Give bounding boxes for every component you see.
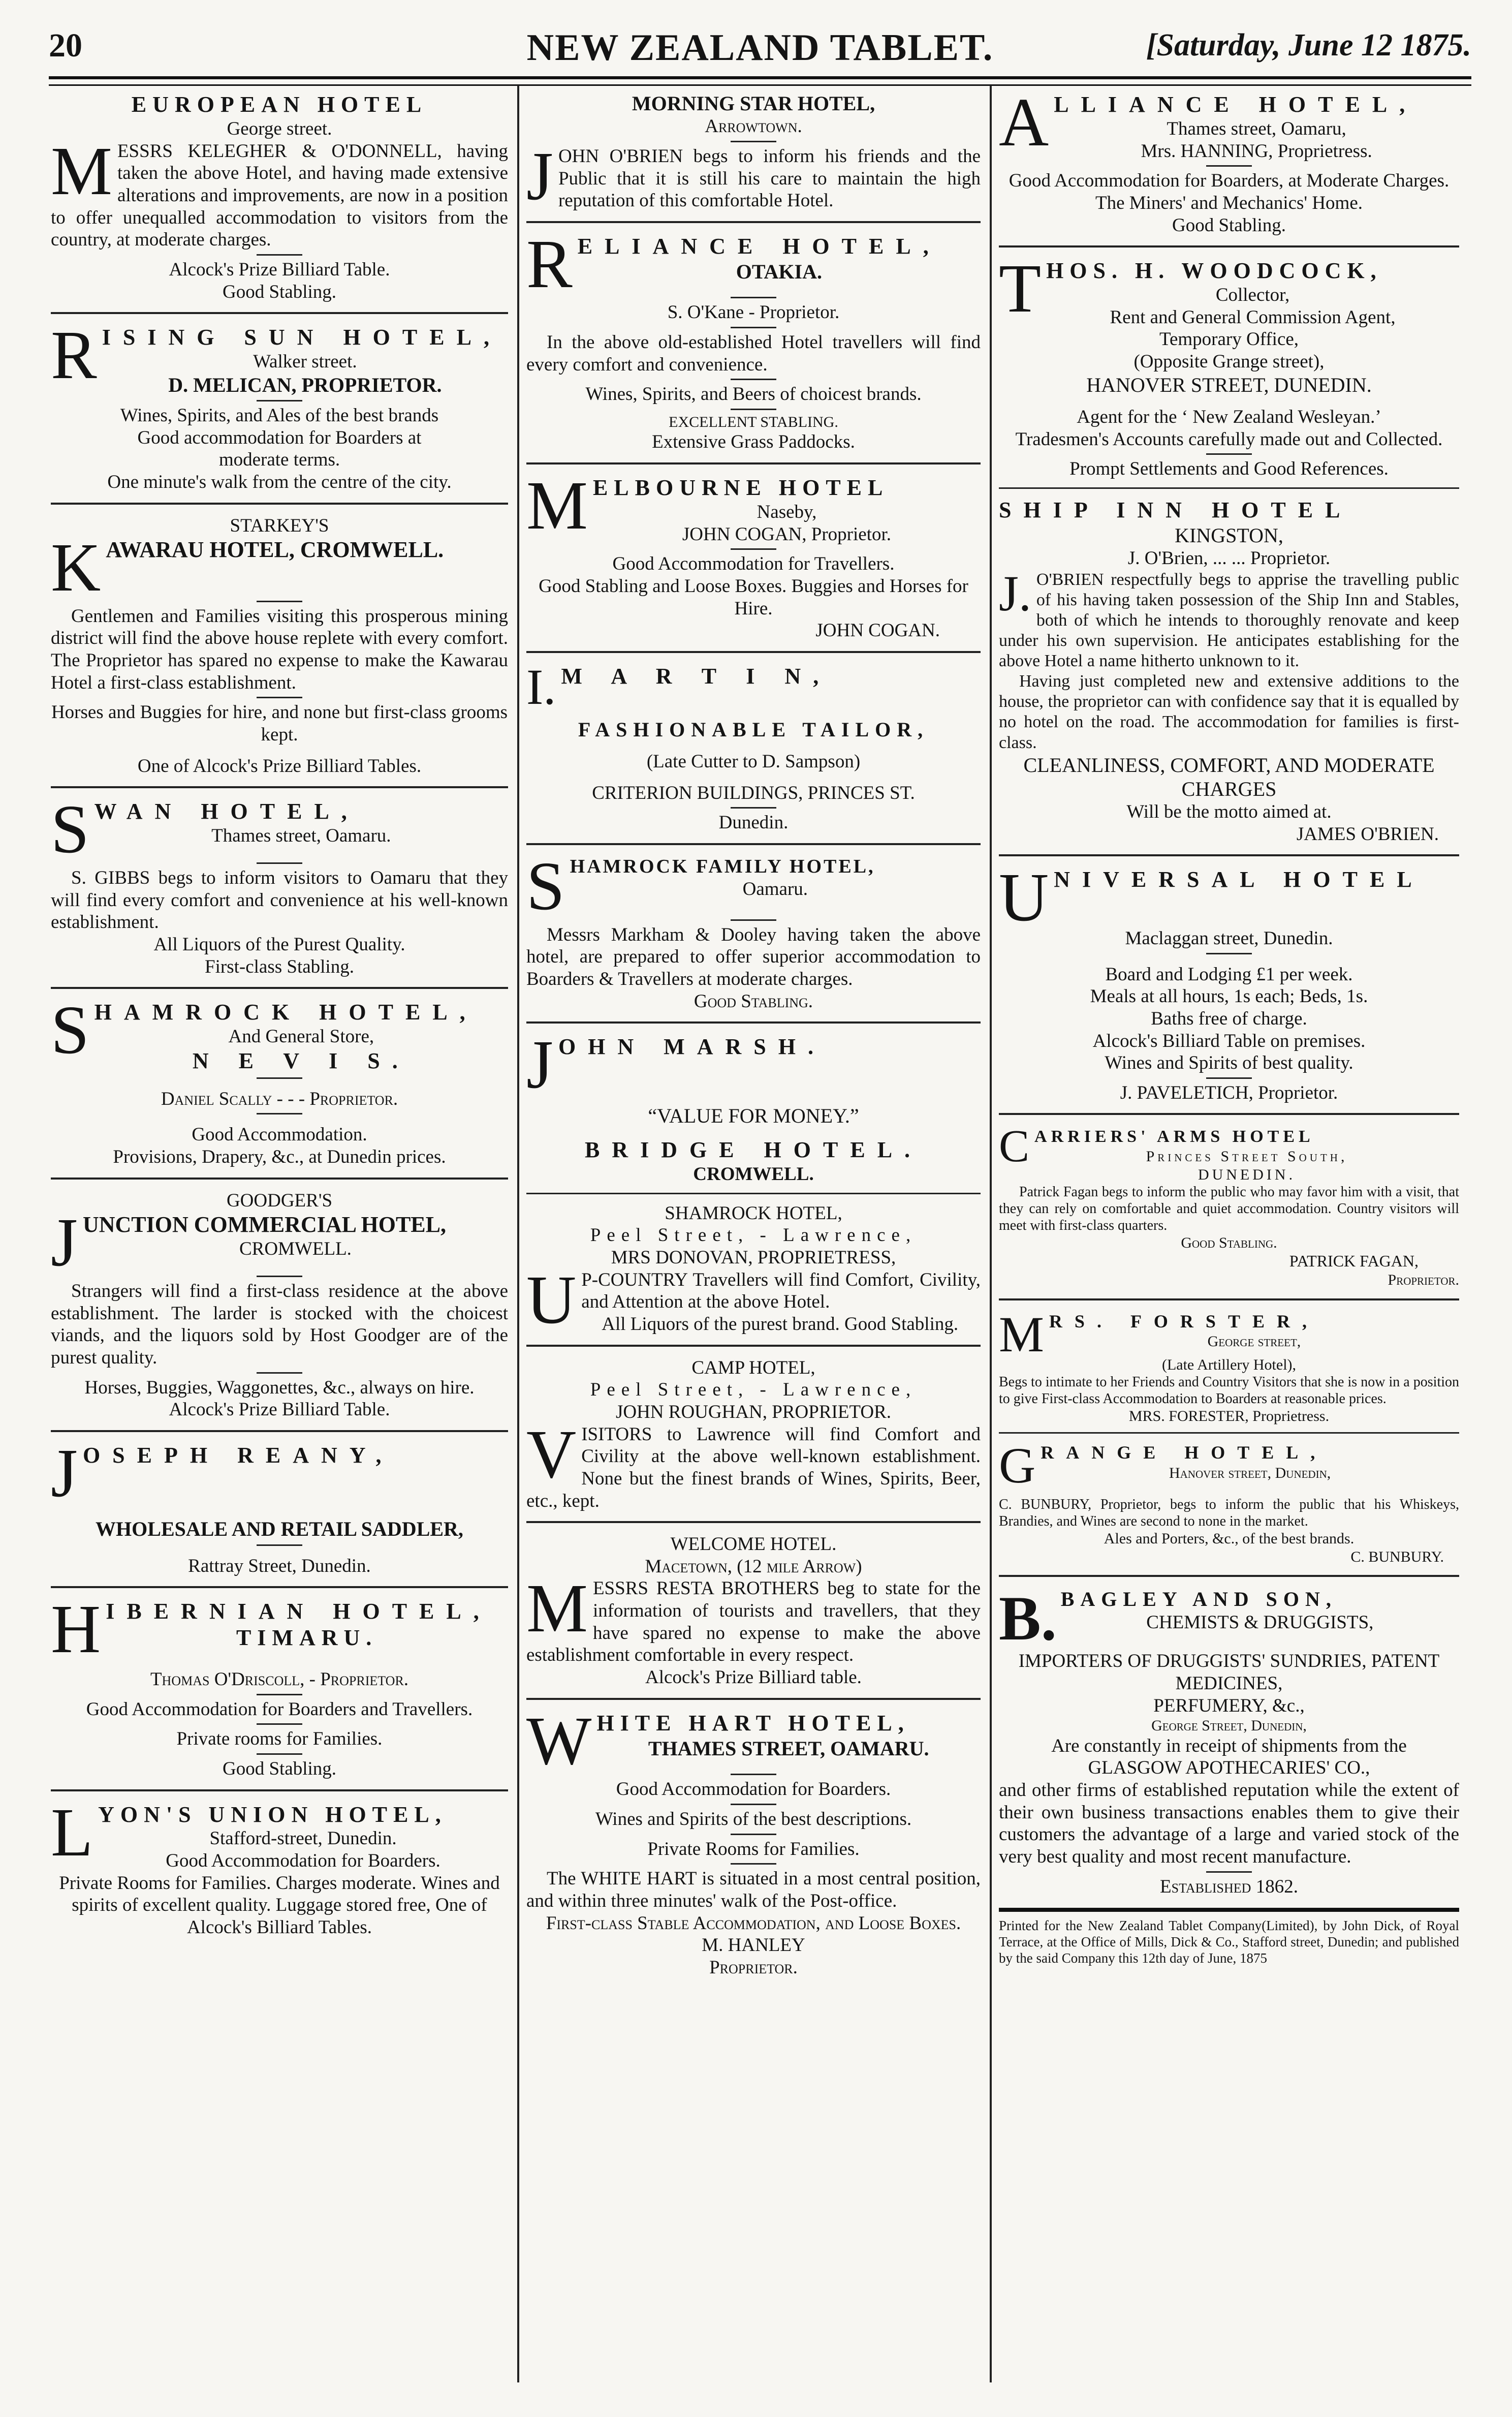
ad-line: Collector, bbox=[1215, 285, 1290, 306]
drop-cap: U bbox=[526, 1261, 577, 1338]
ad-separator bbox=[51, 786, 508, 788]
short-rule bbox=[257, 1694, 302, 1695]
ad-separator bbox=[526, 651, 981, 653]
ad-line: Temporary Office, bbox=[1159, 329, 1299, 350]
ad-line: Meals at all hours, 1s each; Beds, 1s. bbox=[1090, 986, 1368, 1007]
ad-separator bbox=[526, 1345, 981, 1347]
ad-address: Rattray Street, Dunedin. bbox=[188, 1555, 371, 1576]
ad-body: ISITORS to Lawrence will find Comfort and Civility at the above well-known establishment. None but the finest brands of Wines, Spirits, Beer, etc., kept. bbox=[526, 1423, 981, 1511]
ad-line: Good Stabling. bbox=[222, 281, 337, 302]
drop-cap: M bbox=[999, 1306, 1044, 1362]
ad-shamrock-lawrence bbox=[526, 1202, 981, 1336]
drop-cap: S bbox=[51, 791, 89, 868]
ad-title: HITE HART HOTEL, bbox=[596, 1710, 910, 1736]
ad-separator bbox=[526, 1021, 981, 1024]
short-rule bbox=[731, 1834, 776, 1835]
ad-line: Provisions, Drapery, &c., at Dunedin prices. bbox=[113, 1146, 446, 1168]
ad-place: CROMWELL. bbox=[693, 1163, 814, 1185]
ad-separator bbox=[51, 1177, 508, 1180]
ad-signature: C. BUNBURY. bbox=[1350, 1548, 1444, 1565]
short-rule bbox=[731, 807, 776, 809]
drop-cap: S bbox=[526, 848, 565, 925]
ad-line: Baths free of charge. bbox=[1151, 1008, 1307, 1029]
ad-title: ELBOURNE HOTEL bbox=[592, 475, 889, 501]
ad-separator bbox=[999, 1432, 1459, 1434]
short-rule bbox=[257, 1113, 302, 1114]
drop-cap: W bbox=[526, 1702, 592, 1779]
ad-body: ESSRS RESTA BROTHERS beg to state for the information of tourists and travellers, that they have spared no expense to make the above establishment comfortable in every respect. bbox=[526, 1578, 981, 1666]
ad-line: Good Accommodation. bbox=[192, 1124, 367, 1145]
ad-john-marsh bbox=[526, 1027, 981, 1185]
ad-title: WELCOME HOTEL. bbox=[670, 1534, 837, 1555]
ad-city: DUNEDIN. bbox=[1198, 1166, 1296, 1183]
ad-title: OSEPH REANY, bbox=[82, 1442, 394, 1468]
ad-alliance-hotel bbox=[999, 91, 1459, 236]
ad-line: Are constantly in receipt of shipments from the bbox=[1051, 1735, 1407, 1756]
ad-proprietor: Thomas O'Driscoll, - Proprietor. bbox=[150, 1668, 409, 1690]
ad-line: One minute's walk from the centre of the city. bbox=[107, 471, 452, 492]
ad-body: and other firms of established reputation while the extent of their own business transactions enables them to give their customers the advantage of a large and varied stock of the very best quality and most recent manufacture. bbox=[999, 1779, 1459, 1867]
ad-established: Established 1862. bbox=[1160, 1876, 1298, 1897]
ad-carriers-arms-hotel bbox=[999, 1121, 1459, 1289]
drop-cap: T bbox=[999, 251, 1042, 327]
ad-line: Good Accommodation for Boarders. bbox=[616, 1779, 891, 1800]
short-rule bbox=[257, 862, 302, 864]
short-rule bbox=[257, 254, 302, 256]
drop-cap: J bbox=[51, 1204, 78, 1281]
ad-title: UNCTION COMMERCIAL HOTEL, bbox=[82, 1212, 447, 1237]
ad-motto: “VALUE FOR MONEY.” bbox=[648, 1104, 859, 1127]
ad-proprietor: JOHN COGAN, Proprietor. bbox=[682, 523, 892, 545]
short-rule bbox=[731, 1804, 776, 1805]
short-rule bbox=[731, 379, 776, 380]
ad-line: Board and Lodging £1 per week. bbox=[1105, 964, 1353, 985]
ad-universal-hotel bbox=[999, 859, 1459, 1104]
ad-line: Alcock's Prize Billiard Table. bbox=[169, 1399, 390, 1420]
ad-separator bbox=[51, 312, 508, 314]
short-rule bbox=[731, 327, 776, 328]
short-rule bbox=[1206, 953, 1252, 954]
printer-imprint: Printed for the New Zealand Tablet Company(Limited), by John Dick, of Royal Terrace, at the Office of Mills, Dick & Co., Stafford street, Dunedin; and published by the said Company this 12th day of June, 1875 bbox=[999, 1918, 1459, 1966]
ad-proprietor: Mrs. HANNING, Proprietress. bbox=[1141, 140, 1372, 162]
ad-title: EUROPEAN HOTEL bbox=[131, 92, 428, 117]
ad-reliance-hotel bbox=[526, 226, 981, 453]
ad-joseph-reany bbox=[51, 1435, 508, 1577]
ad-body: ESSRS KELEGHER & O'DONNELL, having taken the above Hotel, and having made extensive alterations and improvements, are now in a position to offer unequalled accommodation to visitors from the country, at moderate charges. bbox=[51, 140, 508, 251]
ad-place: Macetown, (12 mile Arrow) bbox=[645, 1556, 862, 1577]
ad-street: George street, bbox=[1207, 1333, 1301, 1350]
ad-line: Alcock's Billiard Table on premises. bbox=[1092, 1030, 1366, 1051]
ad-line: Private Rooms for Families. Charges moderate. Wines and spirits of excellent quality. Luggage stored free, One of Alcock's Billiard Tables. bbox=[59, 1872, 500, 1938]
ad-title: RS. FORSTER, bbox=[1049, 1311, 1319, 1331]
column-divider bbox=[517, 85, 519, 2382]
ad-title: HAMROCK FAMILY HOTEL, bbox=[570, 856, 875, 878]
ad-line: PERFUMERY, &c., bbox=[1153, 1695, 1305, 1716]
ad-proprietor: JOHN ROUGHAN, PROPRIETOR. bbox=[615, 1401, 892, 1422]
ad-line: IMPORTERS OF DRUGGISTS' SUNDRIES, PATENT MEDICINES, bbox=[1018, 1651, 1440, 1694]
ad-street: Stafford-street, Dunedin. bbox=[209, 1828, 397, 1849]
short-rule bbox=[1206, 165, 1252, 167]
ad-separator bbox=[999, 487, 1459, 489]
ad-line: One of Alcock's Prize Billiard Tables. bbox=[137, 755, 422, 777]
short-rule bbox=[257, 601, 302, 602]
short-rule bbox=[1206, 1871, 1252, 1873]
ad-separator bbox=[51, 1586, 508, 1588]
ad-line: Good Accommodation for Boarders and Travellers. bbox=[86, 1698, 473, 1720]
ad-title: LLIANCE HOTEL, bbox=[1054, 92, 1418, 117]
ad-title: ELIANCE HOTEL, bbox=[577, 233, 941, 259]
ad-separator bbox=[999, 1575, 1459, 1577]
ad-street: Thames street, Oamaru, bbox=[1167, 118, 1346, 139]
ad-title: HAMROCK HOTEL, bbox=[94, 1000, 478, 1025]
ad-proprietor: Daniel Scally - - - Proprietor. bbox=[161, 1088, 398, 1109]
ad-trade: WHOLESALE AND RETAIL SADDLER, bbox=[96, 1517, 463, 1541]
drop-cap: M bbox=[526, 468, 588, 544]
ad-place: Oamaru. bbox=[742, 878, 808, 900]
ad-european-hotel bbox=[51, 91, 508, 303]
ad-body: P-COUNTRY Travellers will find Comfort, Civility, and Attention at the above Hotel. bbox=[581, 1269, 981, 1313]
drop-cap: R bbox=[526, 226, 573, 302]
ad-line: Ales and Porters, &c., of the best brands. bbox=[1104, 1530, 1354, 1547]
ad-body: Begs to intimate to her Friends and Country Visitors that she is now in a position to give First-class Accommodation to Boarders at reasonable prices. bbox=[999, 1374, 1459, 1407]
drop-cap: U bbox=[999, 859, 1049, 936]
ad-separator bbox=[51, 503, 508, 505]
ad-line: The Miners' and Mechanics' Home. bbox=[1095, 192, 1363, 213]
drop-cap: L bbox=[51, 1794, 93, 1871]
ad-line: (Late Artillery Hotel), bbox=[1161, 1356, 1297, 1373]
drop-cap: M bbox=[51, 133, 112, 209]
ad-proprietor: J. O'Brien, ... ... Proprietor. bbox=[1127, 547, 1331, 569]
ad-place: N E V I S. bbox=[192, 1048, 410, 1073]
column-3 bbox=[999, 91, 1459, 2409]
ad-woodcock-agent bbox=[999, 251, 1459, 480]
ad-rising-sun-hotel bbox=[51, 317, 508, 493]
short-rule bbox=[257, 1723, 302, 1725]
ad-body: S. GIBBS begs to inform visitors to Oamaru that they will find every comfort and convenience at his well-known establishment. bbox=[51, 867, 508, 933]
ad-line: Alcock's Prize Billiard table. bbox=[645, 1667, 862, 1688]
ad-separator bbox=[526, 221, 981, 223]
drop-cap: A bbox=[999, 91, 1049, 161]
ad-white-hart-hotel bbox=[526, 1702, 981, 1979]
column-1 bbox=[51, 91, 508, 2409]
ad-title: NIVERSAL HOTEL bbox=[1054, 867, 1424, 892]
ad-separator bbox=[526, 1193, 981, 1194]
short-rule bbox=[1206, 453, 1252, 455]
ad-line: All Liquors of the purest brand. Good Stabling. bbox=[602, 1313, 959, 1335]
ad-body: C. BUNBURY, Proprietor, begs to inform the public that his Whiskeys, Brandies, and Wines are second to none in the market. bbox=[999, 1497, 1459, 1530]
short-rule bbox=[257, 1544, 302, 1546]
ad-pretitle: GOODGER'S bbox=[226, 1190, 333, 1211]
ad-line: Alcock's Prize Billiard Table. bbox=[169, 259, 390, 280]
ad-line: Agent for the ‘ New Zealand Wesleyan.’ bbox=[1077, 406, 1381, 427]
ad-line: All Liquors of the Purest Quality. bbox=[153, 934, 405, 955]
ad-street: Peel Street, - Lawrence, bbox=[590, 1379, 917, 1401]
ad-title: AWARAU HOTEL, CROMWELL. bbox=[106, 537, 444, 563]
short-rule bbox=[731, 1774, 776, 1775]
ad-separator bbox=[999, 245, 1459, 247]
drop-cap: J bbox=[526, 138, 553, 214]
ad-body: Patrick Fagan begs to inform the public who may favor him with a visit, that they can rely on comfortable and quiet accommodation. Country visitors will meet with first-class quarters. bbox=[999, 1184, 1459, 1233]
drop-cap: B. bbox=[999, 1584, 1057, 1654]
short-rule bbox=[257, 1276, 302, 1277]
ad-signature: PATRICK FAGAN, bbox=[1289, 1252, 1419, 1271]
ad-city: Dunedin. bbox=[718, 812, 789, 833]
drop-cap: R bbox=[51, 317, 97, 394]
ad-pretitle: STARKEY'S bbox=[230, 515, 329, 536]
ad-bagley-chemists bbox=[999, 1584, 1459, 1898]
ad-melbourne-hotel bbox=[526, 468, 981, 642]
ad-lyons-union-hotel bbox=[51, 1794, 508, 1939]
ad-proprietor: Proprietor. bbox=[1388, 1272, 1459, 1289]
drop-cap: J. bbox=[999, 565, 1031, 622]
ad-proprietor: Proprietor. bbox=[709, 1957, 798, 1978]
drop-cap: J bbox=[526, 1027, 553, 1103]
ad-line: Good Accommodation for Boarders. bbox=[166, 1850, 440, 1872]
short-rule bbox=[731, 141, 776, 142]
ad-separator bbox=[51, 987, 508, 989]
ad-line: Good accommodation for Boarders at bbox=[137, 427, 422, 448]
ad-proprietor: D. MELICAN, PROPRIETOR. bbox=[168, 373, 442, 396]
column-2 bbox=[526, 91, 981, 2409]
drop-cap: C bbox=[999, 1121, 1030, 1172]
ad-title: CAMP HOTEL, bbox=[691, 1357, 815, 1378]
ad-line: Wines and Spirits of best quality. bbox=[1105, 1052, 1353, 1074]
ad-title: M A R T I N, bbox=[561, 663, 831, 689]
short-rule bbox=[731, 548, 776, 550]
ad-body: O'BRIEN respectfully begs to apprise the travelling public of his having taken possession of the Ship Inn and Stables, both of which he intends to thoroughly renovate and keep under his own supervision. He anticipates establishing for the above Hotel a name hitherto unknown to it. bbox=[999, 570, 1459, 671]
ad-grange-hotel bbox=[999, 1437, 1459, 1566]
ad-line: Private rooms for Families. bbox=[176, 1728, 383, 1750]
ad-body: Gentlemen and Families visiting this prosperous mining district will find the above house replete with every comfort. The Proprietor has spared no expense to make the Kawarau Hotel a first-class establishment. bbox=[51, 605, 508, 693]
ad-place: OTAKIA. bbox=[736, 260, 822, 283]
ad-place: TIMARU. bbox=[236, 1625, 378, 1651]
ad-address: Princes Street South, bbox=[1146, 1148, 1348, 1165]
ad-place: KINGSTON, bbox=[1175, 523, 1283, 547]
ad-signature: M. HANLEY bbox=[702, 1935, 805, 1956]
page-number: 20 bbox=[49, 27, 82, 64]
ad-body: Strangers will find a first-class residence at the above establishment. The larder is stocked with the choicest viands, and the liquors sold by Host Goodger are of the purest quality. bbox=[51, 1280, 508, 1368]
ad-subtitle: And General Store, bbox=[228, 1026, 374, 1047]
ad-line: GLASGOW APOTHECARIES' CO., bbox=[1088, 1757, 1370, 1779]
short-rule bbox=[731, 1863, 776, 1865]
ad-body: Having just completed new and extensive additions to the house, the proprietor can with confidence say that it is equalled by no hotel on the road. The accommodation for families is first-class. bbox=[999, 672, 1459, 752]
newspaper-title: NEW ZEALAND TABLET. bbox=[526, 27, 994, 69]
ad-line: Wines and Spirits of the best descriptions. bbox=[595, 1809, 912, 1830]
ad-title: HOS. H. WOODCOCK, bbox=[1046, 258, 1382, 284]
ad-swan-hotel bbox=[51, 791, 508, 978]
ad-line: Good Accommodation for Travellers. bbox=[612, 553, 895, 575]
ad-line: Good Accommodation for Boarders, at Moderate Charges. bbox=[1009, 170, 1450, 192]
ad-street: Thames street, Oamaru. bbox=[211, 825, 391, 847]
ad-kawarau-hotel bbox=[51, 515, 508, 778]
drop-cap: V bbox=[526, 1416, 577, 1493]
ad-signature: MRS. FORESTER, Proprietress. bbox=[1128, 1408, 1330, 1424]
ad-line: Good Stabling. bbox=[222, 1758, 337, 1779]
ad-place: Naseby, bbox=[757, 501, 817, 522]
ad-street: Walker street. bbox=[253, 351, 357, 373]
ad-address: CRITERION BUILDINGS, PRINCES ST. bbox=[592, 782, 915, 803]
ad-line: Tradesmen's Accounts carefully made out and Collected. bbox=[1015, 428, 1443, 450]
ad-title: IBERNIAN HOTEL, bbox=[106, 1599, 491, 1624]
ad-title: ISING SUN HOTEL, bbox=[102, 325, 501, 350]
ad-shamrock-nevis bbox=[51, 992, 508, 1168]
short-rule bbox=[731, 409, 776, 410]
ad-line: First-class Stabling. bbox=[205, 956, 354, 977]
issue-date: [Saturday, June 12 1875. bbox=[1146, 28, 1471, 63]
short-rule bbox=[257, 697, 302, 698]
ad-body: OHN O'BRIEN begs to inform his friends and the Public that it is still his care to maintain the high reputation of this comfortable Hotel. bbox=[558, 145, 981, 211]
ad-line: Prompt Settlements and Good References. bbox=[1069, 458, 1389, 480]
ad-mrs-forster bbox=[999, 1306, 1459, 1426]
ad-street: Hanover street, Dunedin, bbox=[1169, 1465, 1331, 1482]
ad-address: THAMES STREET, OAMARU. bbox=[648, 1737, 929, 1760]
ad-address: Maclaggan street, Dunedin. bbox=[1125, 927, 1333, 949]
short-rule bbox=[257, 1077, 302, 1079]
ad-title: OHN MARSH. bbox=[558, 1034, 826, 1060]
ad-line: Good Stabling. bbox=[1172, 214, 1286, 236]
ad-line: Good Stabling and Loose Boxes. Buggies and Horses for Hire. bbox=[539, 575, 968, 619]
drop-cap: J bbox=[51, 1435, 78, 1511]
ad-motto: CLEANLINESS, COMFORT, AND MODERATE CHARGES bbox=[1023, 753, 1435, 800]
ad-line: CHEMISTS & DRUGGISTS, bbox=[1146, 1612, 1374, 1633]
ad-separator bbox=[999, 1113, 1459, 1115]
short-rule bbox=[257, 1753, 302, 1755]
ad-signature: JAMES O'BRIEN. bbox=[1296, 823, 1439, 845]
ad-separator bbox=[51, 1789, 508, 1791]
ad-line: Wines, Spirits, and Beers of choicest brands. bbox=[585, 384, 922, 405]
ad-line: Good Stabling. bbox=[694, 990, 813, 1012]
ad-separator bbox=[526, 462, 981, 464]
ad-body: The WHITE HART is situated in a most central position, and within three minutes' walk of the Post-office. bbox=[526, 1868, 981, 1911]
short-rule bbox=[1206, 1077, 1252, 1079]
ad-line: Wines, Spirits, and Ales of the best brands bbox=[120, 405, 439, 426]
ad-title: SHAMROCK HOTEL, bbox=[665, 1202, 842, 1224]
ad-line: Rent and General Commission Agent, bbox=[1110, 306, 1396, 328]
ad-title: YON'S UNION HOTEL, bbox=[98, 1802, 447, 1827]
footer-rule bbox=[999, 1908, 1459, 1912]
ad-body: In the above old-established Hotel travellers will find every comfort and convenience. bbox=[526, 332, 981, 375]
ad-body: Messrs Markham & Dooley having taken the above hotel, are prepared to offer superior accommodation to Boarders & Travellers at moderate charges. bbox=[526, 924, 981, 989]
ad-line: Private Rooms for Families. bbox=[647, 1838, 860, 1860]
ad-proprietor: S. O'Kane - Proprietor. bbox=[667, 302, 840, 323]
ad-title: RANGE HOTEL, bbox=[1041, 1442, 1328, 1463]
ad-line: moderate terms. bbox=[218, 449, 340, 471]
ad-title: WAN HOTEL, bbox=[94, 799, 359, 824]
ad-line: Horses and Buggies for hire, and none but first-class grooms kept. bbox=[51, 702, 508, 746]
page-header bbox=[49, 26, 1471, 69]
ad-proprietor: J. PAVELETICH, Proprietor. bbox=[1120, 1082, 1338, 1103]
ad-title: ARRIERS' ARMS HOTEL bbox=[1034, 1127, 1314, 1146]
ad-junction-hotel bbox=[51, 1190, 508, 1421]
ad-morning-star-hotel bbox=[526, 91, 981, 212]
short-rule bbox=[257, 1372, 302, 1374]
ad-line: (Opposite Grange street), bbox=[1133, 351, 1325, 373]
ad-street: George street. bbox=[227, 118, 332, 139]
ad-camp-hotel bbox=[526, 1357, 981, 1512]
ad-separator bbox=[51, 1430, 508, 1432]
ad-line: First-class Stable Accommodation, and Loose Boxes. bbox=[546, 1912, 961, 1934]
drop-cap: H bbox=[51, 1591, 101, 1668]
ad-line: EXCELLENT STABLING. bbox=[669, 414, 838, 431]
ad-martin-tailor bbox=[526, 658, 981, 834]
ad-trade: FASHIONABLE TAILOR, bbox=[578, 718, 929, 741]
ad-welcome-hotel bbox=[526, 1533, 981, 1689]
ad-title: MORNING STAR HOTEL, bbox=[632, 92, 875, 115]
ad-separator bbox=[526, 1521, 981, 1523]
ad-shamrock-family-hotel bbox=[526, 848, 981, 1012]
column-divider bbox=[990, 85, 992, 2382]
drop-cap: K bbox=[51, 530, 101, 606]
ad-line: Good Stabling. bbox=[1181, 1234, 1277, 1252]
short-rule bbox=[731, 919, 776, 921]
drop-cap: S bbox=[51, 992, 89, 1069]
ad-signature: JOHN COGAN. bbox=[815, 620, 940, 641]
ad-line: Will be the motto aimed at. bbox=[1126, 801, 1332, 822]
ad-hotel: BRIDGE HOTEL. bbox=[584, 1137, 923, 1163]
header-rule bbox=[49, 76, 1471, 86]
ad-title: BAGLEY AND SON, bbox=[1060, 1588, 1337, 1611]
short-rule bbox=[257, 400, 302, 401]
ad-separator bbox=[526, 843, 981, 845]
ad-separator bbox=[999, 854, 1459, 856]
ad-address: HANOVER STREET, DUNEDIN. bbox=[1086, 373, 1372, 396]
ad-hibernian-hotel bbox=[51, 1591, 508, 1780]
ad-address: George Street, Dunedin, bbox=[1151, 1717, 1307, 1734]
short-rule bbox=[731, 297, 776, 298]
drop-cap: I. bbox=[526, 658, 556, 715]
drop-cap: G bbox=[999, 1437, 1036, 1494]
ad-proprietor: MRS DONOVAN, PROPRIETRESS, bbox=[611, 1247, 896, 1268]
ad-separator bbox=[999, 1298, 1459, 1300]
ad-place: CROMWELL. bbox=[239, 1238, 352, 1260]
ad-ship-inn-hotel bbox=[999, 497, 1459, 845]
ad-line: Extensive Grass Paddocks. bbox=[652, 431, 855, 453]
ad-line: Horses, Buggies, Waggonettes, &c., always on hire. bbox=[84, 1377, 475, 1398]
ad-street: Peel Street, - Lawrence, bbox=[590, 1225, 917, 1246]
drop-cap: M bbox=[526, 1570, 588, 1647]
ad-title: SHIP INN HOTEL bbox=[999, 497, 1352, 522]
ad-place: Arrowtown. bbox=[705, 116, 802, 137]
ad-line: (Late Cutter to D. Sampson) bbox=[646, 751, 861, 772]
ad-separator bbox=[526, 1698, 981, 1700]
